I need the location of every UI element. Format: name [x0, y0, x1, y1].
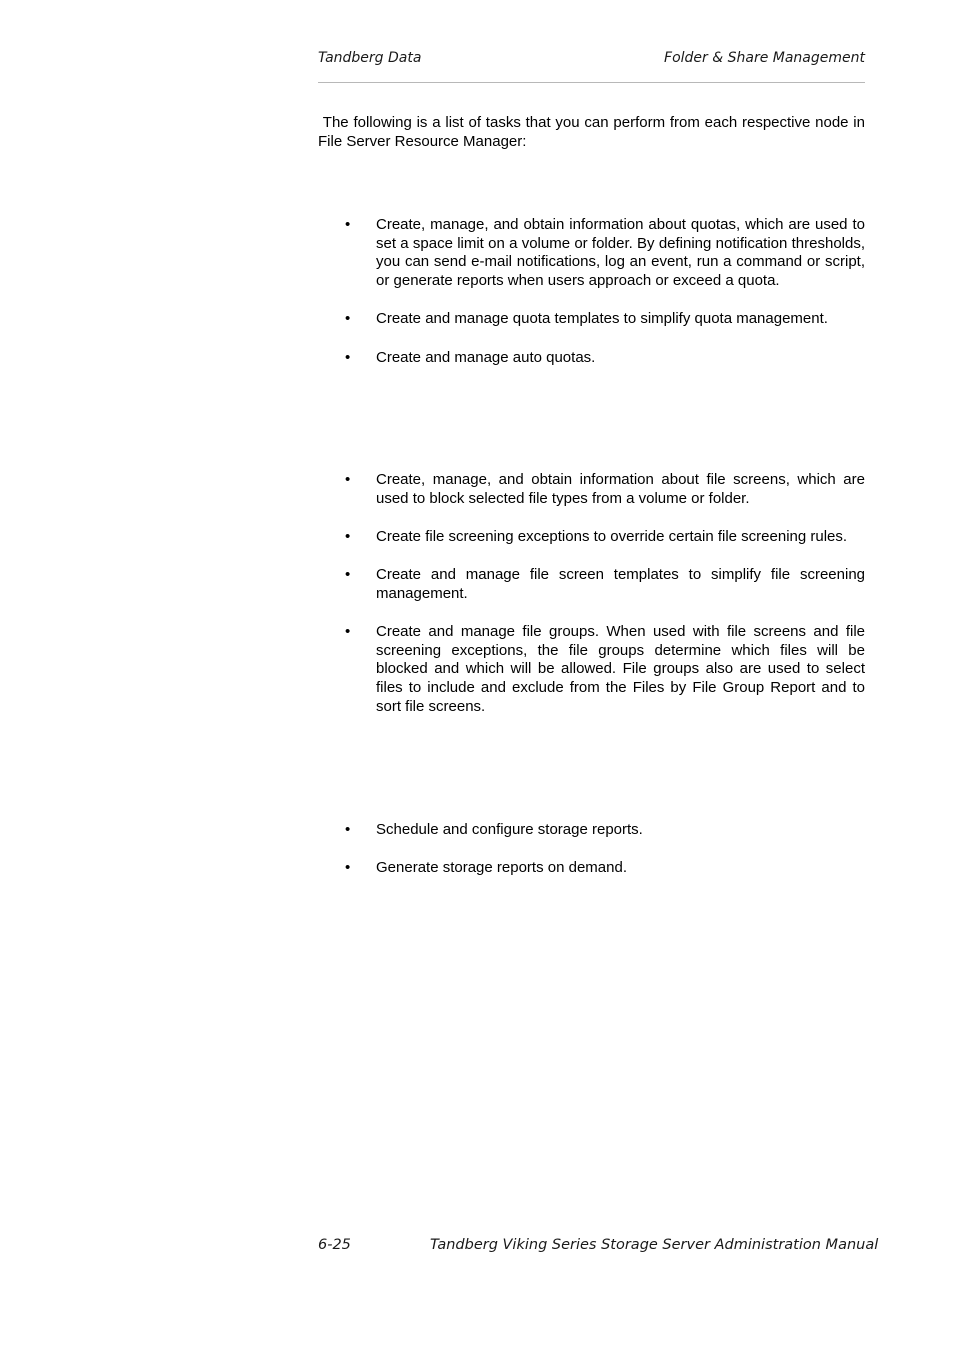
bullet-icon: •	[345, 623, 351, 641]
storage-reports-task-list	[340, 821, 865, 897]
header-chapter-title: Folder & Share Management	[664, 50, 865, 66]
list-item	[340, 623, 865, 717]
list-item-text: Create and manage auto quotas.	[376, 348, 596, 366]
intro-paragraph: The following is a list of tasks that you can perform from each respective node in File Server Resource Manager:	[318, 114, 870, 150]
list-item	[340, 310, 865, 329]
bullet-icon: •	[345, 471, 351, 488]
list-item-text: Create, manage, and obtain information about quotas, which are used to set a space limit on a volume or folder. By defining notification thresholds, you can send e-mail notifications, log an event, run a command or script, or generate reports when users approach or exceed a quota.	[376, 216, 865, 290]
list-item	[340, 821, 865, 840]
bullet-icon: •	[345, 216, 351, 233]
header-company: Tandberg Data	[318, 50, 422, 66]
quota-management-task-list	[340, 216, 865, 387]
bullet-icon: •	[345, 566, 351, 584]
page-header	[318, 50, 865, 72]
list-item-text: Schedule and configure storage reports.	[376, 821, 643, 838]
list-item	[340, 566, 865, 603]
list-item-text: Generate storage reports on demand.	[376, 859, 627, 877]
bullet-icon: •	[345, 348, 351, 366]
bullet-icon: •	[345, 859, 351, 877]
list-item-text: Create, manage, and obtain information about file screens, which are used to block selected file types from a volume or folder.	[376, 471, 865, 507]
bullet-icon: •	[345, 310, 351, 328]
bullet-icon: •	[345, 821, 351, 838]
list-item-text: Create file screening exceptions to override certain file screening rules.	[376, 527, 848, 545]
list-item	[340, 528, 865, 547]
footer-manual-title: Tandberg Viking Series Storage Server Administration Manual	[430, 1237, 879, 1253]
list-item-text: Create and manage file screen templates to simplify file screening management.	[376, 566, 865, 602]
list-item	[340, 471, 865, 508]
list-item	[340, 216, 865, 291]
header-divider	[318, 82, 865, 83]
page-number: 6-25	[318, 1237, 351, 1253]
file-screening-task-list	[340, 471, 865, 736]
list-item-text: Create and manage quota templates to simplify quota management.	[376, 310, 828, 328]
bullet-icon: •	[345, 527, 351, 545]
list-item-text: Create and manage file groups. When used with file screens and file screening exceptions, the file groups determine which files will be blocked and which will be allowed. File groups also are used to select files to include and exclude from the Files by File Group Report and to sort file screens.	[376, 623, 865, 715]
list-item	[340, 349, 865, 368]
list-item	[340, 859, 865, 878]
